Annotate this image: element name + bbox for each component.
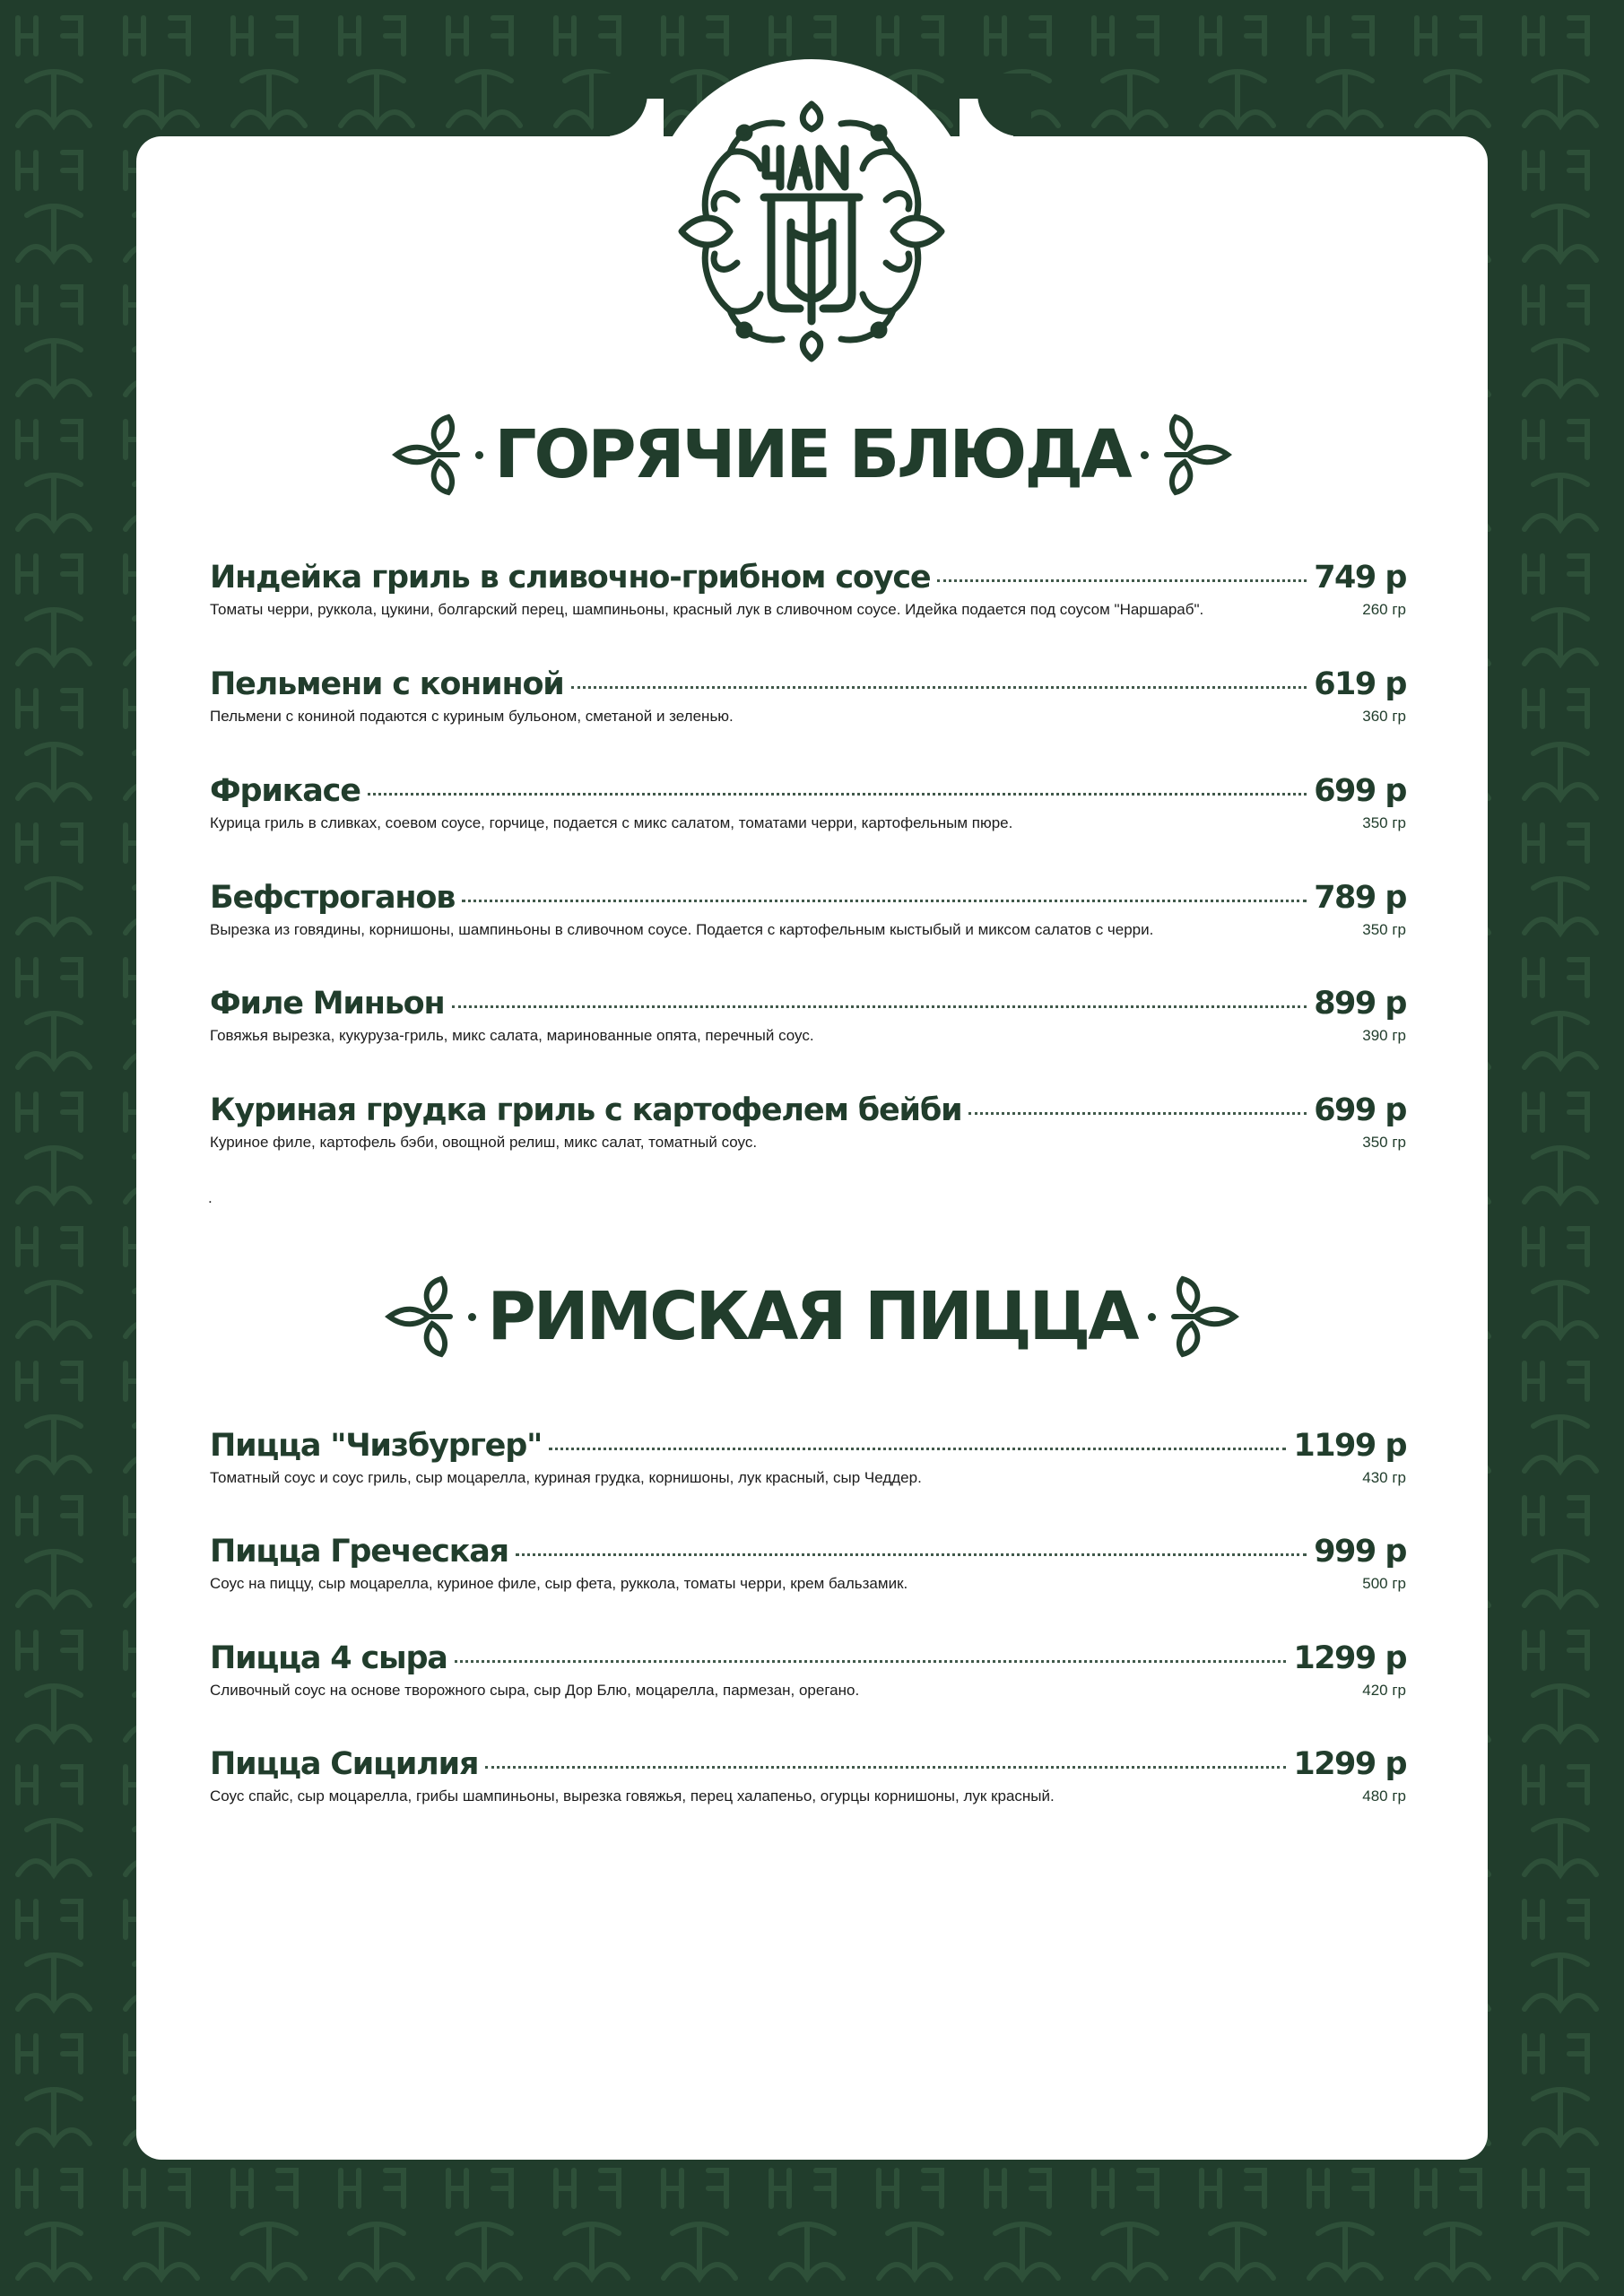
menu-item <box>210 1428 1406 1487</box>
item-description: Томатный соус и соус гриль, сыр моцарелла, куриная грудка, корнишоны, лук красный, сыр Чеддер. <box>210 1469 922 1486</box>
item-weight: 350 гр <box>1362 814 1406 831</box>
menu-item <box>210 880 1406 939</box>
ornament-dot <box>468 1313 476 1321</box>
item-weight: 480 гр <box>1362 1787 1406 1805</box>
dot-leader <box>968 1112 1307 1115</box>
ornament-dot <box>1148 1313 1156 1321</box>
item-description: Куриное филе, картофель бэби, овощной релиш, микс салат, томатный соус. <box>210 1134 758 1151</box>
dot-leader <box>485 1766 1286 1769</box>
item-price: 789 р <box>1314 880 1406 916</box>
section-title-hot-dishes <box>136 408 1488 501</box>
ornament-dot <box>1141 451 1149 459</box>
item-name: Пицца "Чизбургер" <box>210 1428 543 1464</box>
item-name: Бефстроганов <box>210 880 456 916</box>
ornament-dot <box>475 451 483 459</box>
item-price: 699 р <box>1314 773 1406 809</box>
dot-leader <box>455 1660 1287 1663</box>
menu-item <box>210 986 1406 1045</box>
item-weight: 350 гр <box>1362 921 1406 938</box>
item-name: Пицца Сицилия <box>210 1746 479 1782</box>
item-price: 1199 р <box>1293 1428 1406 1464</box>
menu-item <box>210 560 1406 619</box>
item-description: Томаты черри, руккола, цукини, болгарский перец, шампиньоны, красный лук в сливочном соусе. Идейка подается под соусом "Наршараб". <box>210 601 1204 618</box>
leaf-ornament-right-icon <box>1149 408 1235 501</box>
menu-item <box>210 1746 1406 1805</box>
section-title-text: ГОРЯЧИЕ БЛЮДА <box>494 416 1130 493</box>
section-title-text: РИМСКАЯ ПИЦЦА <box>487 1278 1137 1355</box>
item-description: Соус спайс, сыр моцарелла, грибы шампиньоны, вырезка говяжья, перец халапеньо, огурцы корнишоны, лук красный. <box>210 1787 1055 1805</box>
item-price: 1299 р <box>1293 1640 1406 1676</box>
menu-item <box>210 1534 1406 1593</box>
item-description: Вырезка из говядины, корнишоны, шампиньоны в сливочном соусе. Подается с картофельным кыстыбый и миксом салатов с черри. <box>210 921 1154 938</box>
item-name: Пицца Греческая <box>210 1534 508 1570</box>
item-name: Фрикасе <box>210 773 360 809</box>
dot-leader <box>368 793 1307 796</box>
item-weight: 360 гр <box>1362 708 1406 725</box>
dot-leader <box>571 686 1307 689</box>
menu-item <box>210 666 1406 726</box>
leaf-ornament-left-icon <box>389 408 475 501</box>
item-name: Пельмени с кониной <box>210 666 564 702</box>
dot-leader <box>462 900 1307 902</box>
item-weight: 430 гр <box>1362 1469 1406 1486</box>
dot-leader <box>516 1553 1307 1556</box>
item-description: Соус на пиццу, сыр моцарелла, куриное филе, сыр фета, руккола, томаты черри, крем бальзамик. <box>210 1575 908 1592</box>
item-name: Филе Миньон <box>210 986 445 1022</box>
chai-bar-logo-emblem-icon <box>674 97 949 366</box>
item-name: Индейка гриль в сливочно-грибном соусе <box>210 560 931 596</box>
section-title-roman-pizza <box>136 1270 1488 1363</box>
item-weight: 500 гр <box>1362 1575 1406 1592</box>
item-description: Говяжья вырезка, кукуруза-гриль, микс салата, маринованные опята, перечный соус. <box>210 1027 814 1044</box>
item-description: Сливочный соус на основе творожного сыра, сыр Дор Блю, моцарелла, пармезан, орегано. <box>210 1682 860 1699</box>
item-description: Пельмени с кониной подаются с куриным бульоном, сметаной и зеленью. <box>210 708 734 725</box>
dot-leader <box>452 1005 1307 1008</box>
menu-item <box>210 1640 1406 1700</box>
stray-mark: . <box>208 1189 213 1206</box>
item-name: Куриная грудка гриль с картофелем бейби <box>210 1092 962 1128</box>
leaf-ornament-left-icon <box>382 1270 468 1363</box>
item-price: 619 р <box>1314 666 1406 702</box>
item-weight: 420 гр <box>1362 1682 1406 1699</box>
item-description: Курица гриль в сливках, соевом соусе, горчице, подается с микс салатом, томатами черри, картофельным пюре. <box>210 814 1013 831</box>
item-price: 999 р <box>1314 1534 1406 1570</box>
item-weight: 260 гр <box>1362 601 1406 618</box>
item-price: 1299 р <box>1293 1746 1406 1782</box>
leaf-ornament-right-icon <box>1156 1270 1242 1363</box>
menu-item <box>210 1092 1406 1152</box>
item-weight: 350 гр <box>1362 1134 1406 1151</box>
item-price: 699 р <box>1314 1092 1406 1128</box>
dot-leader <box>937 579 1307 582</box>
menu-item <box>210 773 1406 832</box>
item-price: 899 р <box>1314 986 1406 1022</box>
item-price: 749 р <box>1314 560 1406 596</box>
dot-leader <box>549 1448 1286 1450</box>
item-name: Пицца 4 сыра <box>210 1640 447 1676</box>
item-weight: 390 гр <box>1362 1027 1406 1044</box>
